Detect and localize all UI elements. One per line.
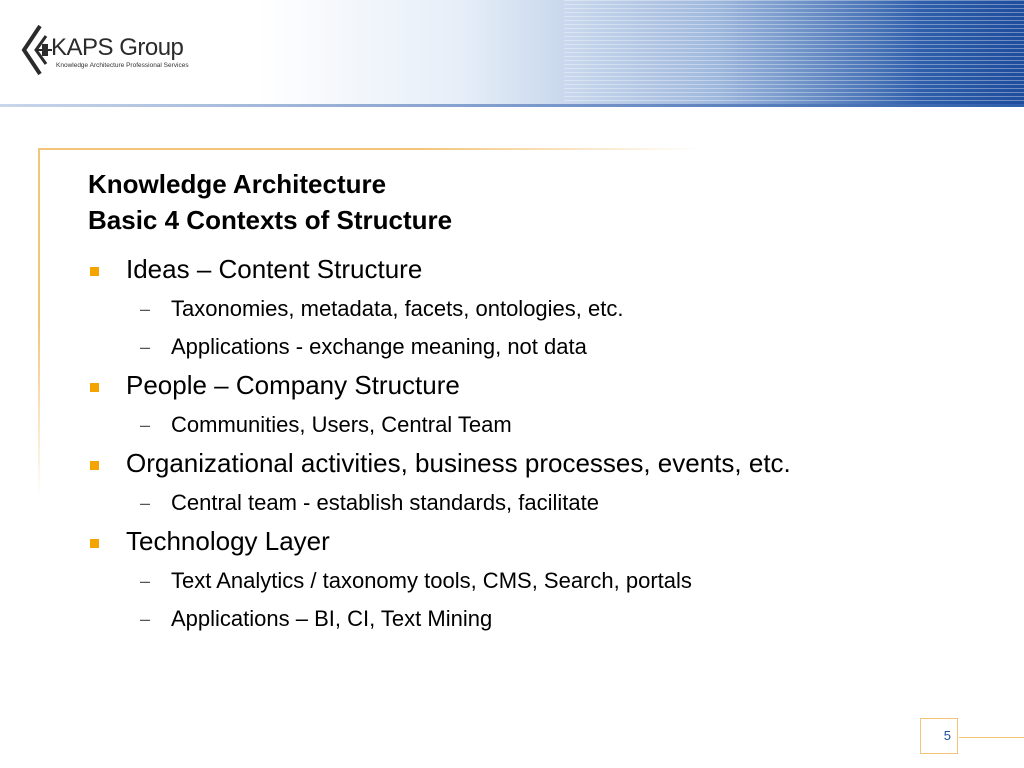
square-bullet-icon: [90, 383, 99, 392]
sub-bullet-item: [88, 412, 988, 438]
dash-marker: –: [140, 415, 151, 435]
square-bullet-icon: [90, 539, 99, 548]
header-stripes: [564, 0, 1024, 104]
bullet-text: Organizational activities, business processes, events, etc.: [126, 448, 791, 478]
sub-bullet-item: [88, 296, 988, 322]
slide-title: [88, 166, 452, 238]
header-rule: [0, 104, 1024, 107]
bullet-item: [88, 526, 988, 556]
sub-bullet-text: Text Analytics / taxonomy tools, CMS, Search, portals: [171, 568, 692, 593]
bullet-item: [88, 448, 988, 478]
sub-bullet-item: [88, 606, 988, 632]
kaps-logo: [20, 22, 220, 82]
dash-marker: –: [140, 299, 151, 319]
bullet-item: [88, 370, 988, 400]
sub-bullet-text: Communities, Users, Central Team: [171, 412, 512, 437]
title-line-2: Basic 4 Contexts of Structure: [88, 205, 453, 235]
bullet-text: People – Company Structure: [126, 370, 460, 400]
logo-name: KAPS Group: [51, 34, 184, 61]
sub-bullet-item: [88, 334, 988, 360]
bullet-item: [88, 254, 988, 284]
square-bullet-icon: [90, 267, 99, 276]
dash-marker: –: [140, 337, 151, 357]
bullet-text: Technology Layer: [126, 526, 330, 556]
dash-marker: –: [140, 571, 151, 591]
sub-bullet-item: [88, 490, 988, 516]
sub-bullet-text: Applications – BI, CI, Text Mining: [171, 606, 493, 631]
kaps-diamond-logo-icon: [20, 22, 54, 78]
bullet-text: Ideas – Content Structure: [126, 254, 423, 284]
sub-bullet-text: Taxonomies, metadata, facets, ontologies, etc.: [171, 296, 624, 321]
logo-tagline: Knowledge Architecture Professional Services: [56, 62, 189, 69]
dash-marker: –: [140, 493, 151, 513]
page-number-rule: [959, 737, 1024, 738]
dash-marker: –: [140, 609, 151, 629]
page-number: 5: [920, 718, 958, 754]
sub-bullet-text: Applications - exchange meaning, not data: [171, 334, 587, 359]
sub-bullet-item: [88, 568, 988, 594]
frame-fade: [420, 146, 700, 152]
sub-bullet-text: Central team - establish standards, facilitate: [171, 490, 599, 515]
title-line-1: Knowledge Architecture: [88, 169, 387, 199]
bullet-list: [88, 250, 988, 632]
square-bullet-icon: [90, 461, 99, 470]
